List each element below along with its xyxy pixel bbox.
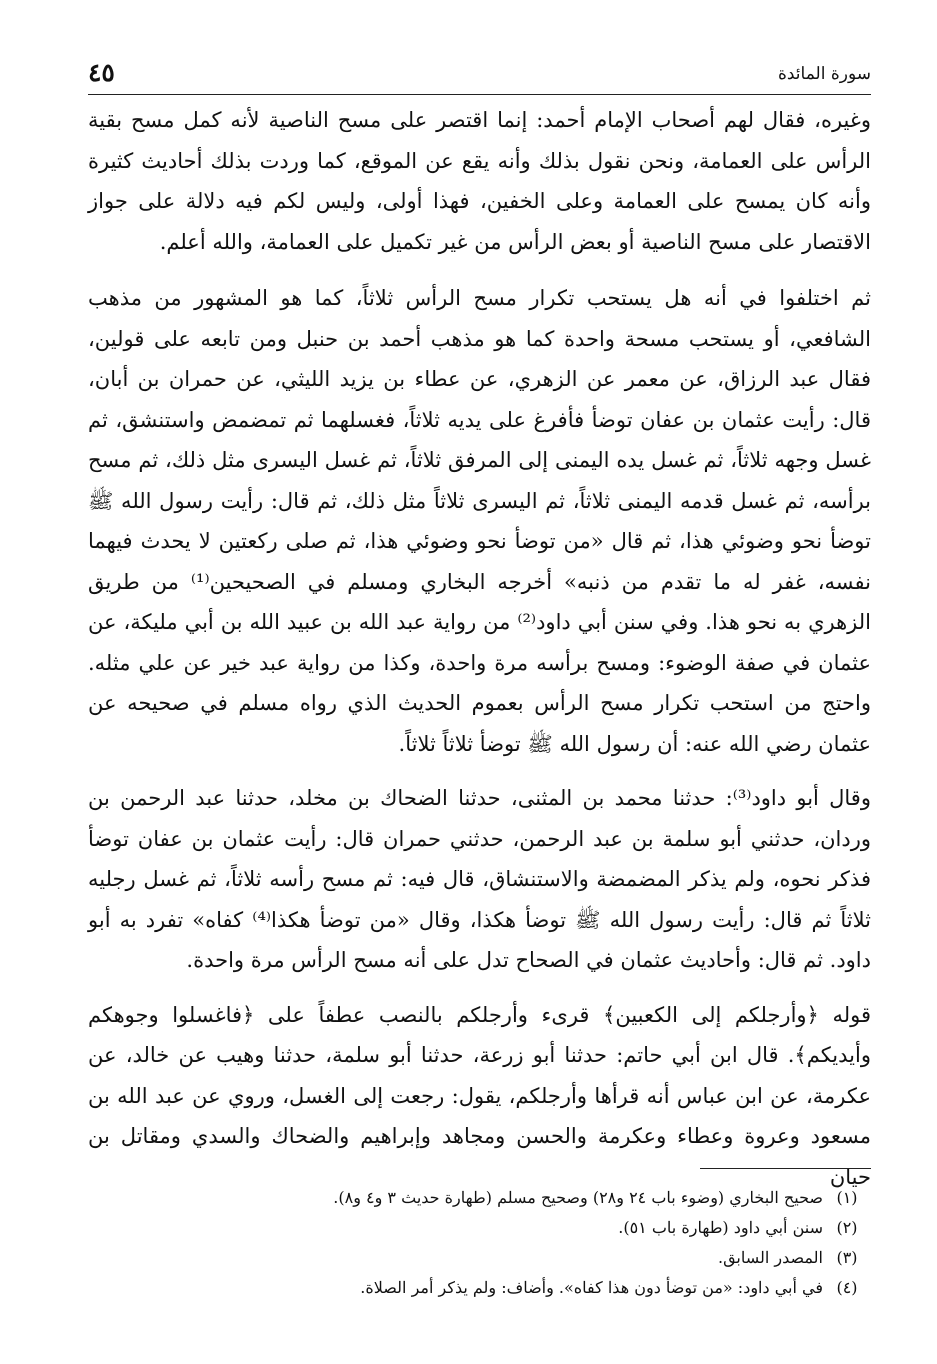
page-number: ٤٥ <box>88 58 115 87</box>
paragraph: وغيره، فقال لهم أصحاب الإمام أحمد: إنما اقتصر على مسح الناصية لأنه كمل مسح بقية الرأس على العمامة، ونحن نقول بذلك وأنه يقع عن الموقع، كما وردت بذلك أحاديث كثيرة وأنه كان يمسح على العمامة وعلى الخفين، فهذا أولى، وليس لكم فيه دلالة على جواز الاقتصار على مسح الناصية أو بعض الرأس من غير تكميل على العمامة، والله أعلم. <box>88 108 871 254</box>
footnotes <box>88 1183 871 1303</box>
footnote-number: (٤) <box>836 1278 858 1297</box>
footnote <box>88 1243 871 1273</box>
footnote <box>88 1213 871 1243</box>
paragraph: وقال أبو داود⁽³⁾: حدثنا محمد بن المثنى، حدثنا الضحاك بن مخلد، حدثنا عبد الرحمن بن وردان، حدثني أبو سلمة بن عبد الرحمن، حدثني حمران قال: رأيت عثمان بن عفان توضأ فذكر نحوه، ولم يذكر المضمضة والاستنشاق، قال فيه: ثم مسح رأسه ثلاثاً، ثم غسل رجليه ثلاثاً ثم قال: رأيت رسول الله ﷺ توضأ هكذا، وقال «من توضأ هكذا⁽⁴⁾ كفاه» تفرد به أبو داود. ثم قال: وأحاديث عثمان في الصحاح تدل على أنه مسح الرأس مرة واحدة. <box>88 786 871 972</box>
footnote-number: (٢) <box>836 1218 858 1237</box>
footnote <box>88 1273 871 1303</box>
surah-title: سورة المائدة <box>777 64 871 84</box>
paragraph: قوله ﴿وأرجلكم إلى الكعبين﴾ قرىء وأرجلكم بالنصب عطفاً على ﴿فاغسلوا وجوهكم وأيديكم﴾. قال ابن أبي حاتم: حدثنا أبو زرعة، حدثنا أبو سلمة، حدثنا وهيب عن خالد، عن عكرمة، عن ابن عباس أنه قرأها وأرجلكم، يقول: رجعت إلى الغسل، وروي عن عبد الله بن مسعود وعروة وعطاء وعكرمة والحسن ومجاهد وإبراهيم والضحاك والسدي ومقاتل بن حيان <box>88 1002 871 1189</box>
footnote-number: (١) <box>836 1188 858 1207</box>
footnote-text: صحيح البخاري (وضوء باب ٢٤ و٢٨) وصحيح مسلم (طهارة حديث ٣ و٤ و٨). <box>333 1188 823 1207</box>
main-text <box>88 100 871 1211</box>
footnote-text: المصدر السابق. <box>717 1248 823 1267</box>
footnote-separator <box>700 1168 871 1169</box>
paragraph: ثم اختلفوا في أنه هل يستحب تكرار مسح الرأس ثلاثاً، كما هو المشهور من مذهب الشافعي، أو يستحب مسحة واحدة كما هو مذهب أحمد بن حنبل ومن تابعه على قولين، فقال عبد الرزاق، عن معمر عن الزهري، عن عطاء بن يزيد الليثي، عن حمران بن أبان، قال: رأيت عثمان بن عفان توضأ فأفرغ على يديه ثلاثاً، فغسلهما ثم تمضمض واستنشق، ثم غسل وجهه ثلاثاً، ثم غسل يده اليمنى إلى المرفق ثلاثاً، ثم غسل اليسرى مثل ذلك، ثم مسح برأسه، ثم غسل قدمه اليمنى ثلاثاً، ثم اليسرى ثلاثاً مثل ذلك، ثم قال: رأيت رسول الله ﷺ توضأ نحو وضوئي هذا، ثم قال «من توضأ نحو وضوئي هذا، ثم صلى ركعتين لا يحدث فيهما نفسه، غفر له ما تقدم من ذنبه» أخرجه البخاري ومسلم في الصحيحين⁽¹⁾ من طريق الزهري به نحو هذا. وفي سنن أبي داود⁽²⁾ من رواية عبد الله بن عبيد الله بن أبي مليكة، عن عثمان في صفة الوضوء: ومسح برأسه مرة واحدة، وكذا من رواية عبد خير عن علي مثله. واحتج من استحب تكرار مسح الرأس بعموم الحديث الذي رواه مسلم في صحيحه عن عثمان رضي الله عنه: أن رسول الله ﷺ توضأ ثلاثاً ثلاثاً. <box>88 286 872 756</box>
page-header <box>88 58 871 95</box>
footnote-number: (٣) <box>836 1248 858 1267</box>
footnote-text: في أبي داود: «من توضأ دون هذا كفاه». وأضاف: ولم يذكر أمر الصلاة. <box>360 1278 823 1297</box>
footnote <box>88 1183 871 1213</box>
footnote-text: سنن أبي داود (طهارة باب ٥١). <box>618 1218 823 1237</box>
